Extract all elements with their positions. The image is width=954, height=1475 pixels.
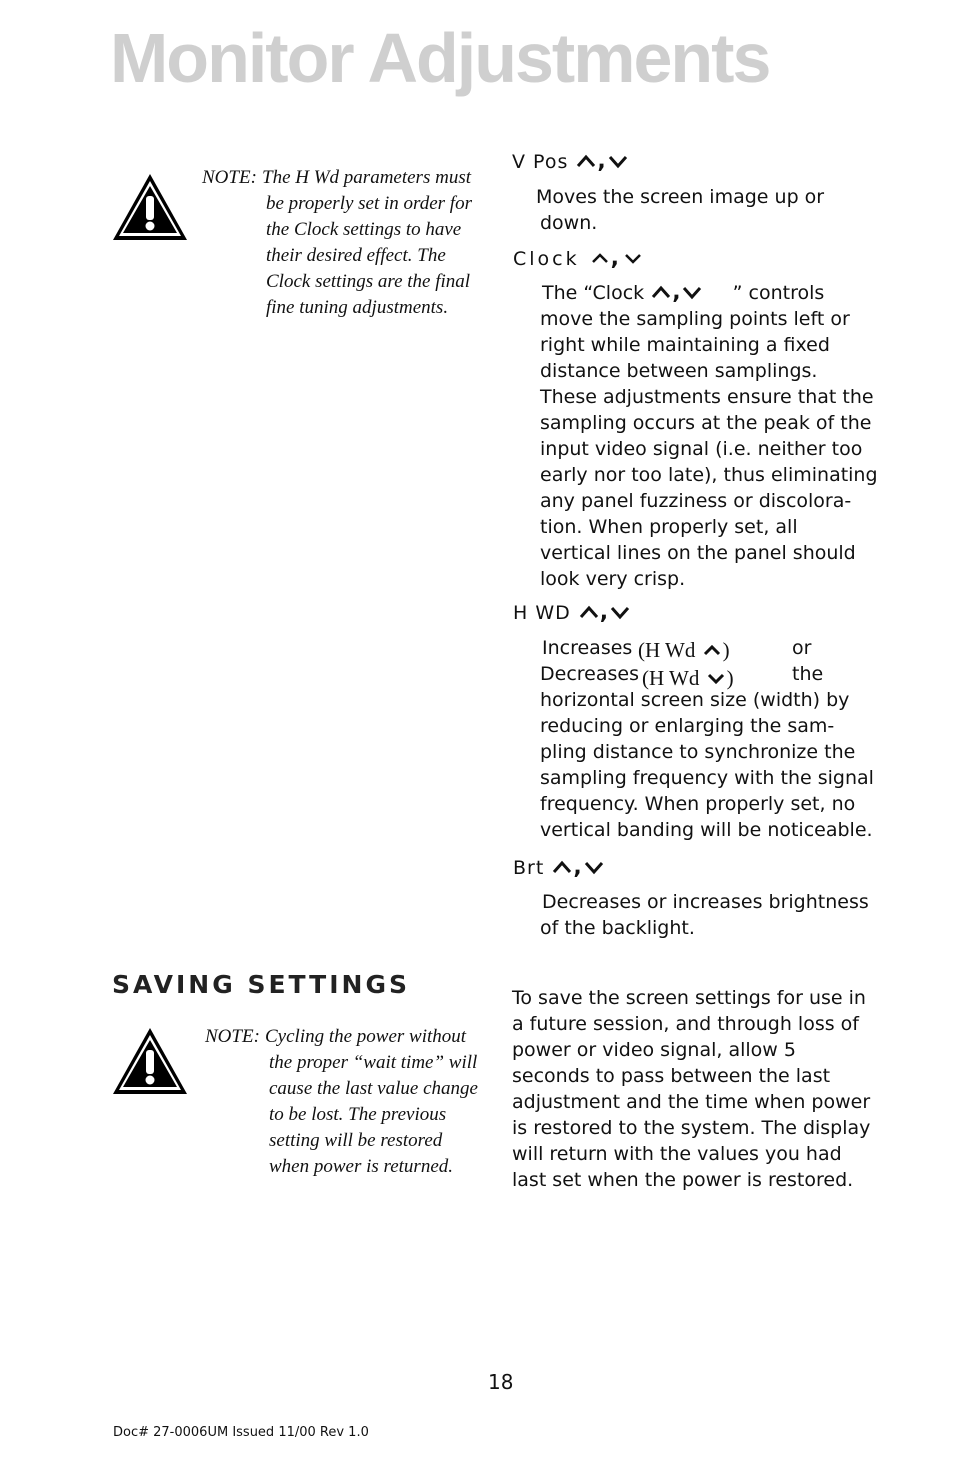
- text-line: ” controls: [732, 282, 825, 304]
- note-line: the Clock settings to have: [266, 219, 462, 240]
- text-line: vertical banding will be noticeable.: [540, 819, 873, 841]
- text-line: tion. When properly set, all: [540, 516, 798, 538]
- param-name: H WD: [513, 602, 571, 624]
- note-line: The H Wd parameters must: [262, 167, 471, 188]
- note-hwd: [202, 165, 502, 321]
- chevron-up-icon: [575, 152, 597, 170]
- chevron-up-icon: [701, 641, 723, 659]
- hwd-description: [540, 635, 900, 843]
- note-label: NOTE:: [202, 167, 257, 188]
- text-line: look very crisp.: [540, 568, 686, 590]
- note-line: the proper “wait time” will: [269, 1052, 478, 1073]
- warning-triangle-icon: [111, 172, 189, 242]
- page-number: 18: [488, 1370, 514, 1394]
- param-name: Brt: [513, 857, 545, 879]
- note-line: be properly set in order for: [266, 193, 472, 214]
- text-line: is restored to the system. The display: [512, 1117, 871, 1139]
- text-line: adjustment and the time when power: [512, 1091, 871, 1113]
- text-line: pling distance to synchronize the: [540, 741, 856, 763]
- chevron-down-icon: [622, 249, 644, 267]
- text-line: To save the screen settings for use in: [512, 987, 866, 1009]
- note-line: their desired effect. The: [266, 245, 446, 266]
- warning-triangle-icon: [111, 1026, 189, 1096]
- text-line: down.: [540, 212, 598, 234]
- saving-description: [512, 985, 902, 1193]
- page-title: Monitor Adjustments: [110, 19, 770, 97]
- brt-description: [540, 889, 900, 941]
- note-line: when power is returned.: [269, 1156, 454, 1177]
- note-line: Cycling the power without: [265, 1026, 467, 1047]
- chevron-up-icon: [589, 249, 611, 267]
- text-line: Increases: [542, 637, 633, 659]
- hwd-heading: H WD ,: [513, 600, 631, 626]
- text-line: early nor too late), thus eliminating: [540, 464, 878, 486]
- text-line: of the backlight.: [540, 917, 695, 939]
- note-line: setting will be restored: [269, 1130, 443, 1151]
- text-line: input video signal (i.e. neither too: [540, 438, 863, 460]
- text-line: the: [792, 663, 824, 685]
- vpos-description: [536, 184, 896, 236]
- note-label: NOTE:: [205, 1026, 260, 1047]
- clock-description: The “Clock , ” controls move the sampling points left or right while maintaining a fixed distance between samplings. These adjustments ensure that the sampling occurs at the peak of the input video signal (i.e. neither too early nor too late), thus eliminating any panel fuzziness or discolora- tion. When properly set, all vertical lines on the panel should look very crisp.: [540, 280, 900, 592]
- text-line: Moves the screen image up or: [536, 186, 825, 208]
- text-line: reducing or enlarging the sam-: [540, 715, 835, 737]
- clock-heading: Clock ,: [513, 246, 644, 272]
- text-line: Decreases: [540, 663, 639, 685]
- chevron-down-icon: [681, 283, 703, 301]
- param-name: V Pos: [512, 151, 569, 173]
- text-line: last set when the power is restored.: [512, 1169, 854, 1191]
- chevron-down-icon: [607, 152, 629, 170]
- section-heading: SAVING SETTINGS: [112, 970, 410, 999]
- param-name: Clock: [513, 248, 580, 270]
- note-line: cause the last value change: [269, 1078, 478, 1099]
- brt-heading: Brt ,: [513, 855, 605, 881]
- note-power: [205, 1024, 505, 1180]
- chevron-up-icon: [551, 858, 573, 876]
- chevron-up-icon: [650, 283, 672, 301]
- text-line: distance between samplings.: [540, 360, 818, 382]
- vpos-heading: V Pos ,: [512, 149, 629, 175]
- text-line: will return with the values you had: [512, 1143, 842, 1165]
- text-line: vertical lines on the panel should: [540, 542, 856, 564]
- hwd-label: (H Wd ): [638, 638, 730, 662]
- chevron-down-icon: [609, 603, 631, 621]
- text-line: These adjustments ensure that the: [540, 386, 874, 408]
- chevron-up-icon: [578, 603, 600, 621]
- doc-info: Doc# 27-0006UM Issued 11/00 Rev 1.0: [113, 1425, 369, 1440]
- note-line: to be lost. The previous: [269, 1104, 447, 1125]
- text-line: power or video signal, allow 5: [512, 1039, 796, 1061]
- text-line: move the sampling points left or: [540, 308, 850, 330]
- chevron-down-icon: [583, 858, 605, 876]
- text-line: horizontal screen size (width) by: [540, 689, 850, 711]
- text-line: a future session, and through loss of: [512, 1013, 859, 1035]
- note-line: fine tuning adjustments.: [266, 297, 449, 318]
- text-line: frequency. When properly set, no: [540, 793, 856, 815]
- text-line: sampling occurs at the peak of the: [540, 412, 872, 434]
- text-line: any panel fuzziness or discolora-: [540, 490, 852, 512]
- chevron-down-icon: [705, 669, 727, 687]
- text-line: Decreases or increases brightness: [542, 891, 869, 913]
- text-line: The “Clock: [542, 282, 645, 304]
- text-line: or: [792, 637, 812, 659]
- text-line: seconds to pass between the last: [512, 1065, 831, 1087]
- note-line: Clock settings are the final: [266, 271, 471, 292]
- text-line: sampling frequency with the signal: [540, 767, 874, 789]
- text-line: right while maintaining a fixed: [540, 334, 830, 356]
- hwd-label: (H Wd ): [642, 666, 734, 690]
